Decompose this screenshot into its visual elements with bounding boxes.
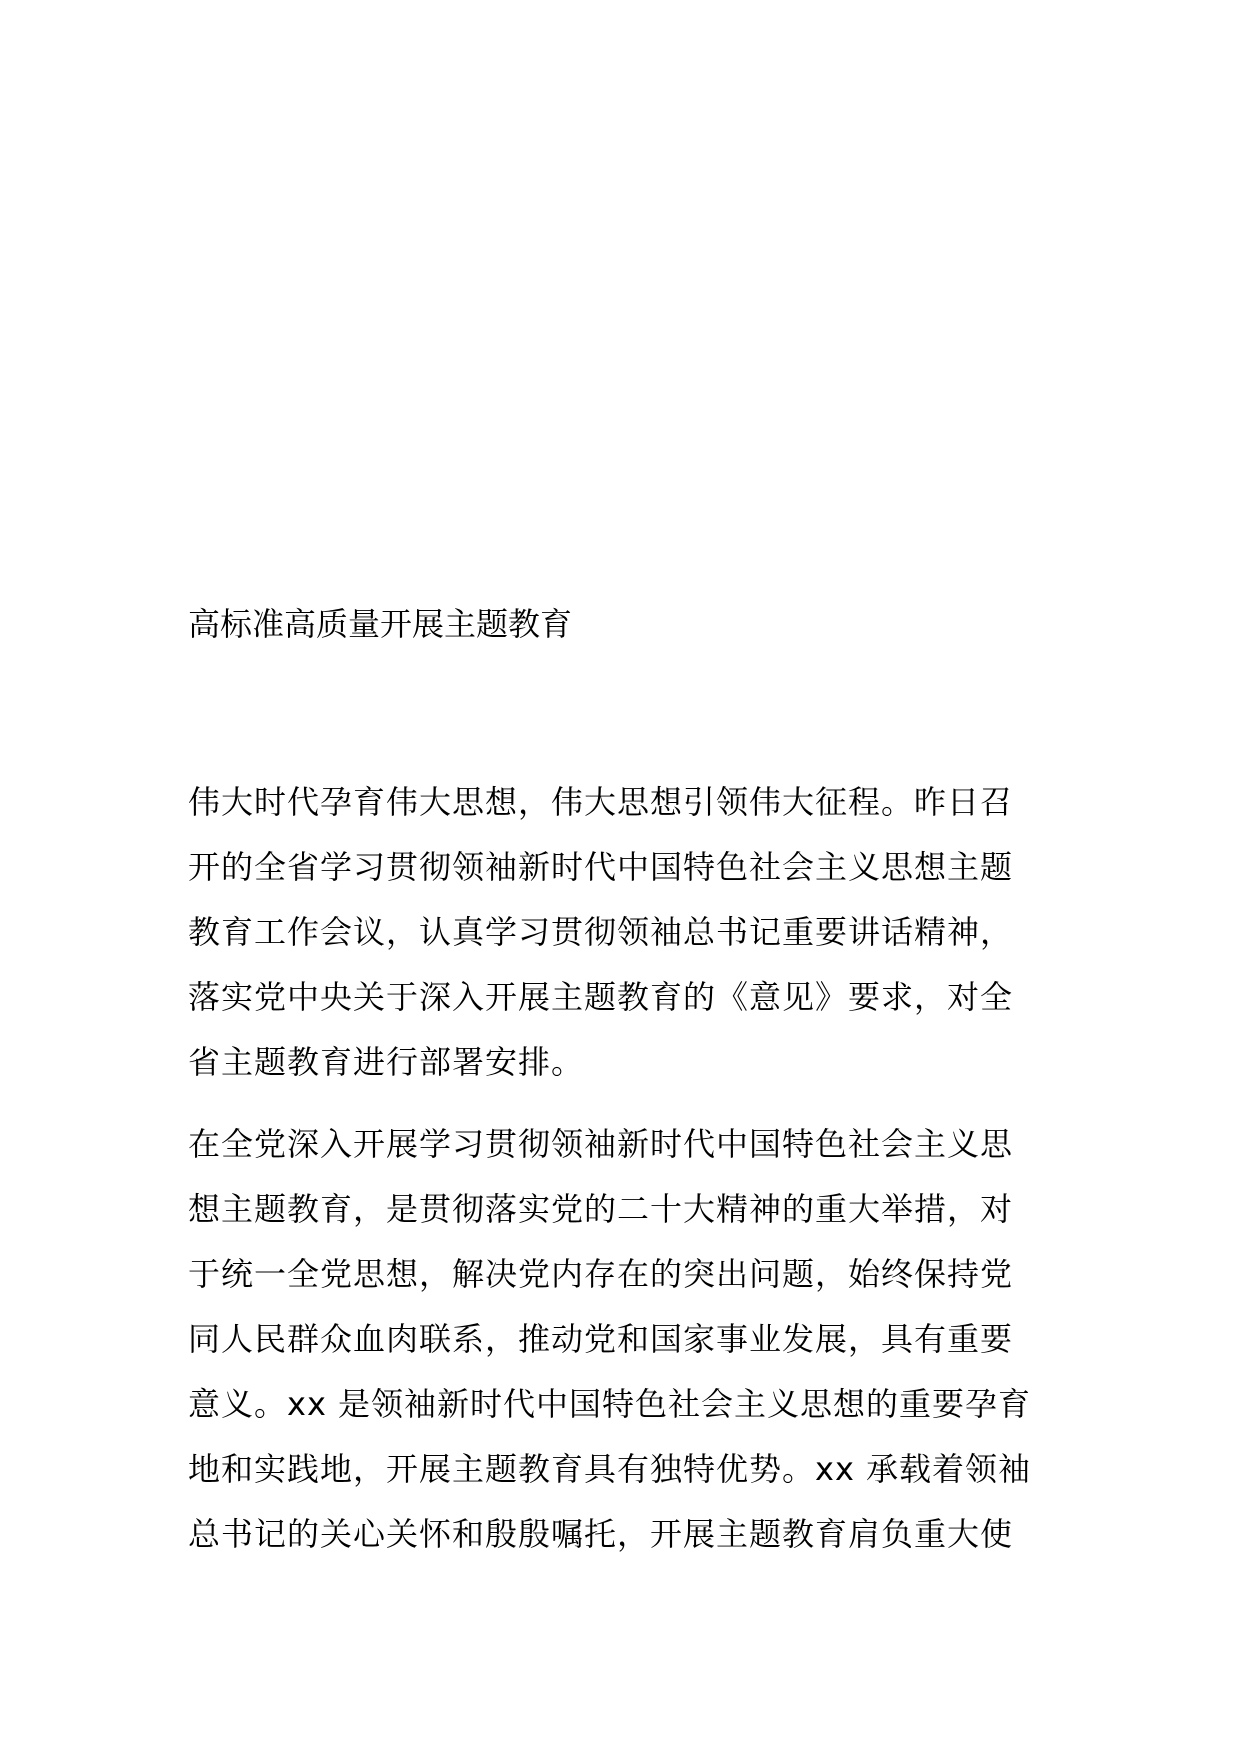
paragraph-line: 总书记的关心关怀和殷殷嘱托，开展主题教育肩负重大使	[188, 1515, 1014, 1553]
paragraph-1	[188, 770, 1056, 1095]
paragraph-line: 于统一全党思想，解决党内存在的突出问题，始终保持党	[188, 1255, 1014, 1293]
paragraph-text	[188, 770, 1056, 1095]
paragraph-line: 教育工作会议，认真学习贯彻领袖总书记重要讲话精神，	[188, 913, 1014, 951]
document-title: 高标准高质量开展主题教育	[188, 605, 573, 643]
paragraph-line: 伟大时代孕育伟大思想，伟大思想引领伟大征程。昨日召	[188, 783, 1014, 821]
paragraph-2	[188, 1112, 1056, 1567]
paragraph-line: 地和实践地，开展主题教育具有独特优势。xx 承载着领袖	[188, 1450, 1032, 1488]
paragraph-line: 意义。xx 是领袖新时代中国特色社会主义思想的重要孕育	[188, 1385, 1032, 1423]
paragraph-line: 落实党中央关于深入开展主题教育的《意见》要求，对全	[188, 978, 1014, 1016]
paragraph-line: 同人民群众血肉联系，推动党和国家事业发展，具有重要	[188, 1320, 1014, 1358]
paragraph-line: 开的全省学习贯彻领袖新时代中国特色社会主义思想主题	[188, 848, 1014, 886]
paragraph-line: 省主题教育进行部署安排。	[188, 1043, 585, 1081]
paragraph-line: 想主题教育，是贯彻落实党的二十大精神的重大举措，对	[188, 1190, 1014, 1228]
paragraph-text	[188, 1112, 1056, 1567]
paragraph-line: 在全党深入开展学习贯彻领袖新时代中国特色社会主义思	[188, 1125, 1014, 1163]
